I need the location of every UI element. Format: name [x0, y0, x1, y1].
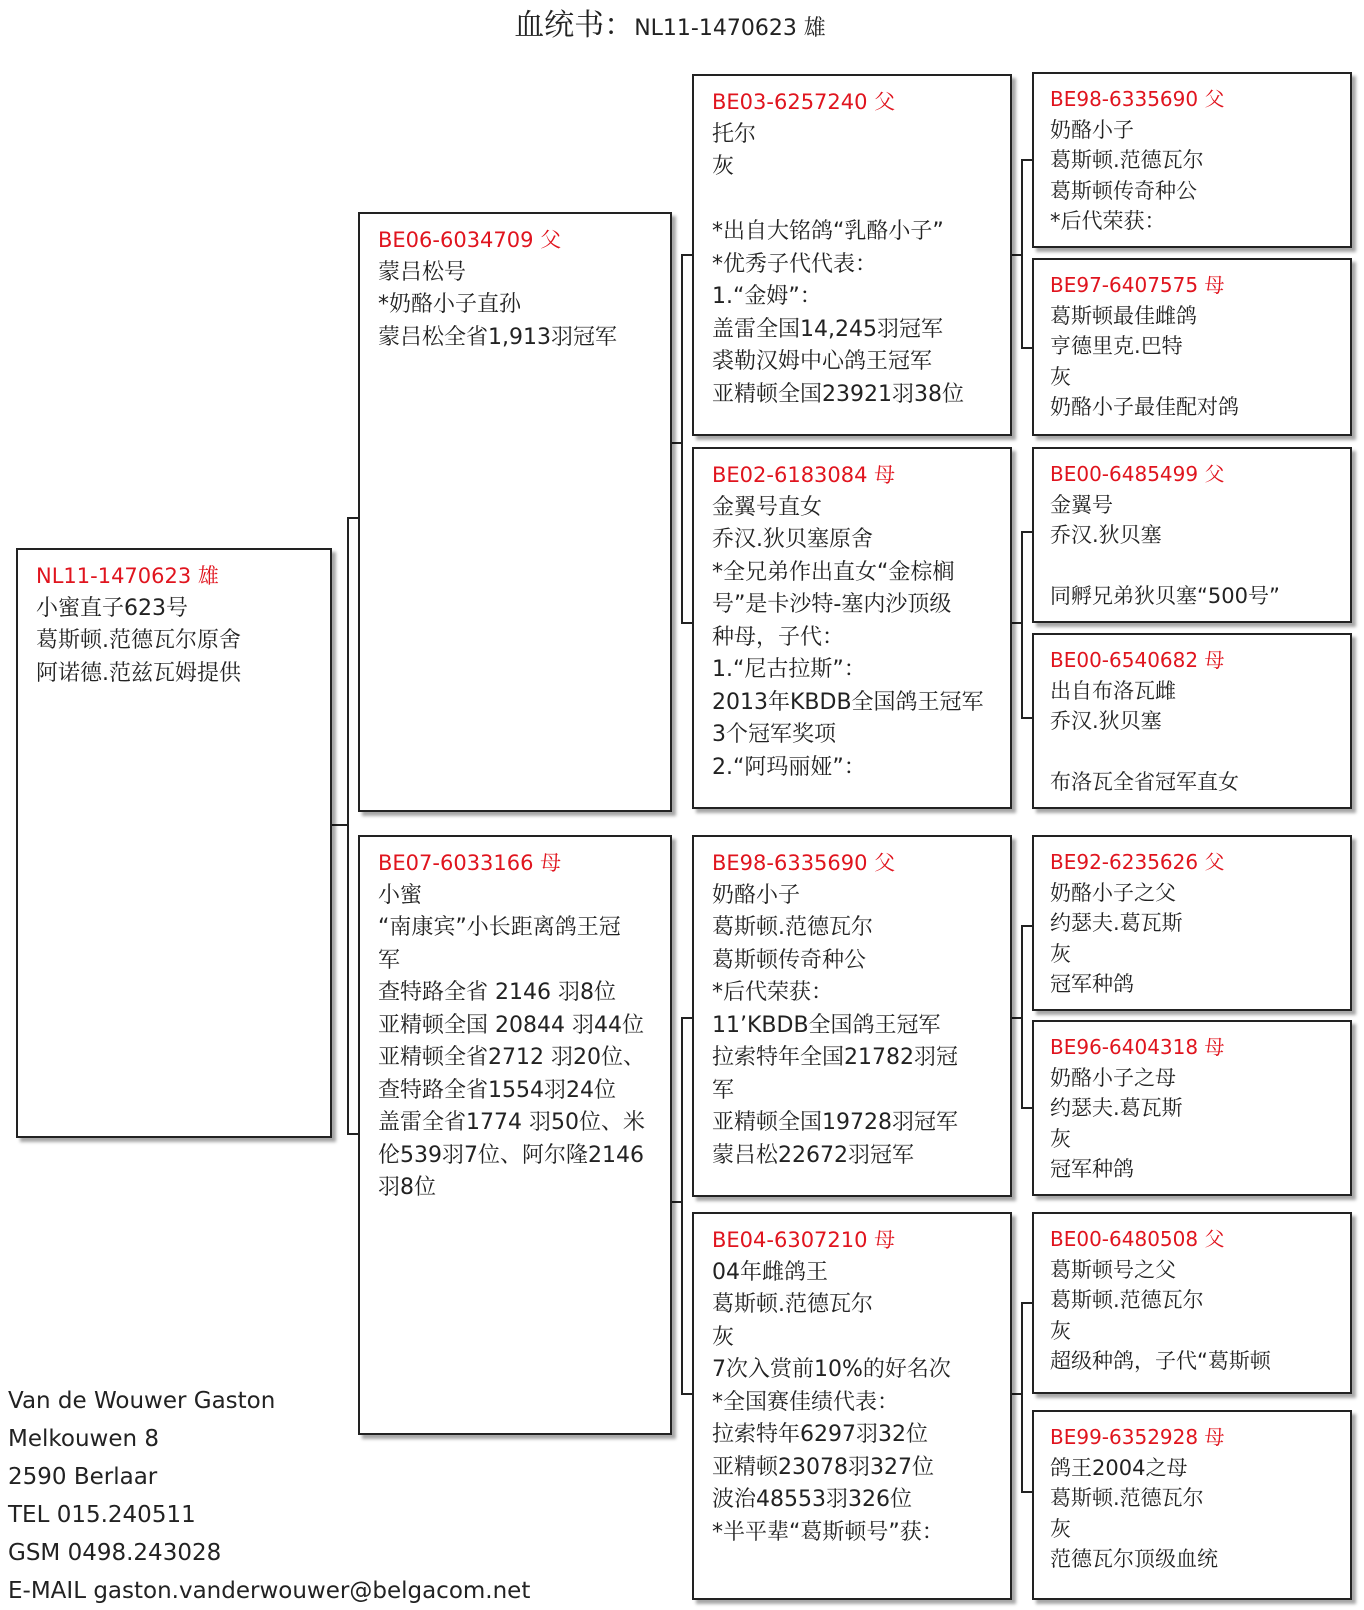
dsd-line: 冠军种鸽: [1050, 1157, 1134, 1181]
dds-line: 葛斯顿号之父: [1050, 1257, 1176, 1282]
dam-sire-line: 葛斯顿.范德瓦尔: [712, 915, 873, 940]
dam-dam-line: *半平辈“葛斯顿号”获：: [712, 1519, 944, 1545]
ssd-card: [1032, 258, 1352, 436]
sire-sire-line: 裘勒汉姆中心鸽王冠军: [712, 349, 933, 374]
dss-line: 奶酪小子之父: [1050, 880, 1176, 905]
dam-line: 伦539羽7位、阿尔隆2146: [378, 1142, 644, 1168]
subject-card: [16, 548, 332, 1138]
sss-line: 葛斯顿.范德瓦尔: [1050, 148, 1204, 172]
title-label: 血统书：: [514, 8, 635, 43]
dss-line: 灰: [1050, 941, 1071, 966]
sire-sire-line: 盖雷全国14,245羽冠军: [712, 316, 943, 342]
subject-line: 葛斯顿.范德瓦尔原舍: [36, 628, 241, 653]
dam-dam-line: 灰: [712, 1324, 735, 1350]
dam-dam-ring: BE04-6307210 母: [712, 1228, 896, 1252]
sire-dam-line: 3个冠军奖项: [712, 722, 836, 747]
ssd-ring: BE97-6407575 母: [1050, 273, 1225, 297]
dds-line: 灰: [1050, 1318, 1071, 1343]
dsd-ring: BE96-6404318 母: [1050, 1035, 1225, 1059]
sire-sire-line: *出自大铭鸽“乳酪小子”: [712, 219, 944, 244]
sire-dam-line: 1.“尼古拉斯”：: [712, 657, 866, 682]
dam-dam-line: 波治48553羽326位: [712, 1487, 912, 1512]
sss-card: [1032, 72, 1352, 248]
sss-line: *后代荣获：: [1050, 209, 1166, 233]
breeder-name: Van de Wouwer Gaston: [8, 1388, 276, 1414]
sdd-ring: BE00-6540682 母: [1050, 648, 1225, 672]
dam-dam-line: 04年雌鸽王: [712, 1259, 828, 1285]
ddd-line: 葛斯顿.范德瓦尔: [1050, 1486, 1204, 1510]
sire-dam-line: 金翼号直女: [712, 494, 823, 520]
subject-line: 阿诺德.范兹瓦姆提供: [36, 660, 241, 686]
spacer: [1050, 737, 1340, 768]
breeder-contact: [8, 1382, 530, 1610]
sds-line: 同孵兄弟狄贝塞“500号”: [1050, 584, 1280, 608]
sds-card: [1032, 447, 1352, 623]
sire-card: [358, 212, 672, 812]
sire-dam-line: 乔汉.狄贝塞原舍: [712, 527, 873, 552]
sire-dam-line: 2.“阿玛丽娅”：: [712, 754, 866, 780]
sds-line: 金翼号: [1050, 492, 1113, 517]
spacer: [712, 184, 1000, 217]
sire-sire-line: 灰: [712, 154, 735, 179]
dam-card: [358, 835, 672, 1435]
dam-line: 小蜜: [378, 882, 423, 908]
dds-line: 葛斯顿.范德瓦尔: [1050, 1288, 1204, 1312]
dsd-line: 奶酪小子之母: [1050, 1065, 1176, 1090]
spacer: [1050, 551, 1340, 582]
sss-line: 葛斯顿传奇种公: [1050, 178, 1197, 203]
dds-line: 超级种鸽，子代“葛斯顿: [1050, 1349, 1271, 1373]
sire-sire-line: 亚精顿全国23921羽38位: [712, 381, 964, 407]
dss-ring: BE92-6235626 父: [1050, 850, 1225, 874]
dam-line: 军: [378, 947, 401, 973]
sire-dam-line: *全兄弟作出直女“金棕榈: [712, 559, 955, 585]
sire-dam-line: 号”是卡沙特-塞内沙顶级: [712, 592, 952, 617]
sdd-card: [1032, 633, 1352, 809]
dam-line: 羽8位: [378, 1175, 436, 1200]
dam-sire-card: [692, 835, 1012, 1197]
sire-dam-line: 种母，子代：: [712, 624, 845, 650]
breeder-gsm: GSM 0498.243028: [8, 1540, 222, 1566]
sire-line: 蒙吕松全省1,913羽冠军: [378, 324, 617, 350]
dds-card: [1032, 1212, 1352, 1394]
dam-dam-line: *全国赛佳绩代表：: [712, 1389, 900, 1415]
subject-ring: NL11-1470623 雄: [36, 564, 219, 588]
sds-ring: BE00-6485499 父: [1050, 462, 1225, 486]
sdd-line: 布洛瓦全省冠军直女: [1050, 770, 1239, 794]
dam-sire-ring: BE98-6335690 父: [712, 851, 896, 875]
dsd-line: 约瑟夫.葛瓦斯: [1050, 1096, 1183, 1120]
dam-ring: BE07-6033166 母: [378, 851, 562, 875]
ssd-line: 亨德里克.巴特: [1050, 334, 1183, 358]
ddd-line: 范德瓦尔顶级血统: [1050, 1547, 1218, 1571]
breeder-tel: TEL 015.240511: [8, 1502, 196, 1528]
ssd-line: 葛斯顿最佳雌鸽: [1050, 303, 1197, 328]
sire-ring: BE06-6034709 父: [378, 228, 562, 252]
dam-sire-line: 奶酪小子: [712, 882, 801, 908]
sire-line: *奶酪小子直孙: [378, 292, 522, 317]
sdd-line: 乔汉.狄贝塞: [1050, 709, 1162, 733]
dam-sire-line: 蒙吕松22672羽冠军: [712, 1142, 914, 1168]
ssd-line: 奶酪小子最佳配对鸽: [1050, 395, 1239, 419]
ddd-line: 灰: [1050, 1516, 1071, 1541]
dsd-line: 灰: [1050, 1126, 1071, 1151]
dam-sire-line: 葛斯顿传奇种公: [712, 947, 867, 973]
breeder-email[interactable]: E-MAIL gaston.vanderwouwer@belgacom.net: [8, 1578, 531, 1604]
dam-sire-line: 军: [712, 1077, 735, 1103]
dam-dam-line: 葛斯顿.范德瓦尔: [712, 1292, 873, 1317]
dam-sire-line: *后代荣获：: [712, 980, 834, 1005]
dam-line: 盖雷全省1774 羽50位、米: [378, 1110, 645, 1135]
dam-sire-line: 亚精顿全国19728羽冠军: [712, 1110, 958, 1135]
breeder-city: 2590 Berlaar: [8, 1464, 158, 1490]
sire-sire-line: 托尔: [712, 121, 757, 147]
dsd-card: [1032, 1020, 1352, 1196]
ddd-card: [1032, 1410, 1352, 1600]
dam-dam-line: 拉索特年6297羽32位: [712, 1422, 928, 1447]
dam-dam-line: 亚精顿23078羽327位: [712, 1454, 934, 1480]
breeder-street: Melkouwen 8: [8, 1426, 160, 1452]
sire-sire-line: 1.“金姆”：: [712, 284, 822, 309]
dam-line: 亚精顿全省2712 羽20位、: [378, 1045, 645, 1070]
ddd-line: 鸽王2004之母: [1050, 1455, 1188, 1480]
sire-dam-ring: BE02-6183084 母: [712, 463, 896, 487]
sire-sire-line: *优秀子代代表：: [712, 251, 878, 277]
dam-dam-card: [692, 1212, 1012, 1600]
dam-sire-line: 拉索特年全国21782羽冠: [712, 1045, 958, 1070]
dds-ring: BE00-6480508 父: [1050, 1227, 1225, 1251]
dam-line: “南康宾”小长距离鸽王冠: [378, 915, 621, 940]
title-ring: NL11-1470623 雄: [634, 16, 826, 41]
dss-line: 冠军种鸽: [1050, 972, 1134, 996]
sire-dam-line: 2013年KBDB全国鸽王冠军: [712, 689, 984, 715]
sss-ring: BE98-6335690 父: [1050, 87, 1225, 111]
sds-line: 乔汉.狄贝塞: [1050, 523, 1162, 547]
sss-line: 奶酪小子: [1050, 117, 1134, 142]
dam-line: 查特路全省1554羽24位: [378, 1077, 616, 1103]
dss-card: [1032, 835, 1352, 1011]
ssd-line: 灰: [1050, 364, 1071, 389]
sire-sire-card: [692, 74, 1012, 436]
dam-line: 亚精顿全国 20844 羽44位: [378, 1012, 644, 1038]
sire-dam-card: [692, 447, 1012, 809]
ddd-ring: BE99-6352928 母: [1050, 1425, 1225, 1449]
sire-line: 蒙吕松号: [378, 259, 467, 285]
dam-line: 查特路全省 2146 羽8位: [378, 980, 616, 1005]
sdd-line: 出自布洛瓦雌: [1050, 678, 1176, 703]
sire-sire-ring: BE03-6257240 父: [712, 90, 896, 114]
dam-dam-line: 7次入赏前10%的好名次: [712, 1357, 951, 1382]
dss-line: 约瑟夫.葛瓦斯: [1050, 911, 1183, 935]
dam-sire-line: 11’KBDB全国鸽王冠军: [712, 1012, 941, 1038]
subject-line: 小蜜直子623号: [36, 595, 188, 621]
